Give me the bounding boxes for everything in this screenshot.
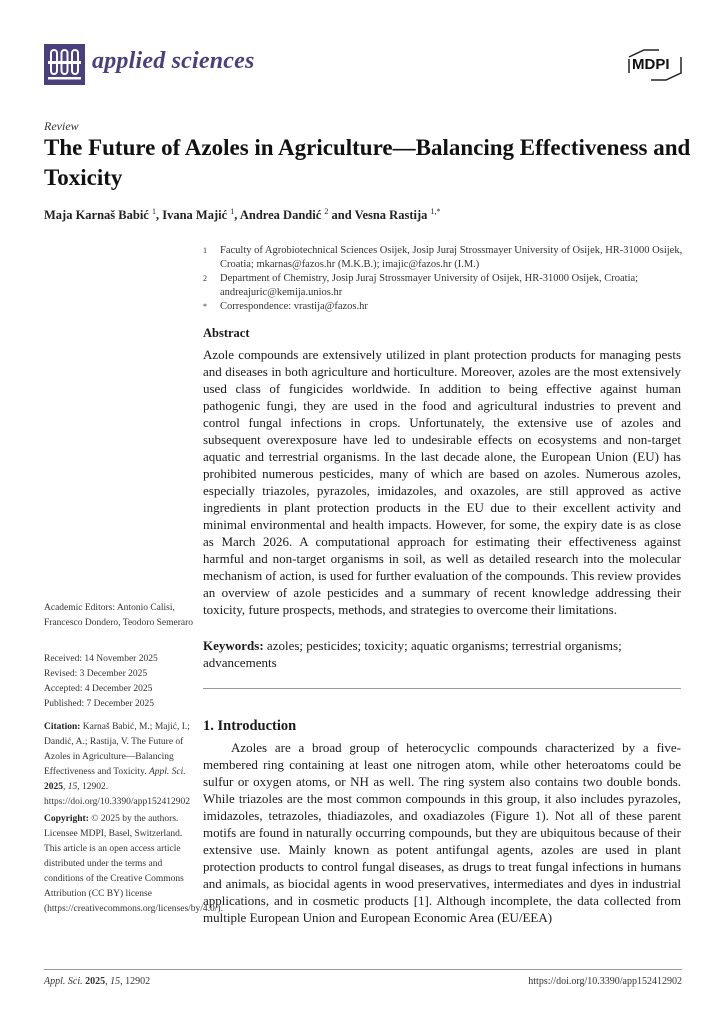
citation-volume: 15	[67, 782, 78, 792]
footer-year: 2025	[85, 976, 106, 987]
affiliation-mark: 2	[324, 207, 329, 216]
keywords-text: azoles; pesticides; toxicity; aquatic organisms; terrestrial organisms; advancements	[203, 638, 622, 670]
date-accepted: Accepted: 4 December 2025	[44, 684, 153, 694]
author-name[interactable]: Vesna Rastija	[354, 208, 428, 223]
footer-article-number: 12902	[125, 976, 151, 987]
affiliation-item	[203, 300, 693, 314]
academic-editors: Academic Editors: Antonio Calisi, Francesco Dondero, Teodoro Semeraro	[44, 603, 193, 628]
abstract-text: Azole compounds are extensively utilized in plant protection products for managing pests and diseases in both agriculture and horticulture. Moreover, azoles are the most extensively used class of fungicides worldwide. In addition to being effective against human pathogenic fungi, they are used in the food and agricultural industries to prevent and control fungal infections in crops. Unfortunately, the extensive use of azoles and subsequent overexposure have led to undesirable effects on ecosystems and non-target aquatic and terrestrial organisms. In the last decade alone, the European Union (EU) has prohibited numerous pesticides, many of which are based on azoles. Numerous azoles, especially triazoles, pyrazoles, imidazoles, and oxazoles, are still approved as active ingredients in plant protection products in the EU due to their excellent activity and minimal environmental and health impacts. However, for some, the expiry date is as close as March 2026. A computational approach for estimating their effectiveness against harmful and non-target organisms in soil, as well as detailed research into the molecular mechanism of action, is used for further evaluation of the compounds. This review provides an overview of azole pesticides and a summary of recent knowledge addressing their toxicity, future prospects, methods, and strategies to overcome their limitations.	[203, 347, 681, 617]
date-published: Published: 7 December 2025	[44, 699, 155, 709]
affiliation-item	[203, 272, 693, 300]
author-name[interactable]: Ivana Majić	[162, 208, 228, 223]
mdpi-logo	[626, 49, 684, 81]
citation: Citation: Karnaš Babić, M.; Majić, I.; Dandić, A.; Rastija, V. The Future of Azoles in Agriculture—Balancing Effectiveness and Toxicity. Appl. Sci. 2025, 15, 12902. https://doi.org/10.3390/app152412902	[44, 722, 191, 807]
copyright	[44, 812, 223, 917]
journal-logo-icon	[44, 44, 85, 85]
article-title: The Future of Azoles in Agriculture—Balancing Effectiveness and Toxicity	[44, 135, 691, 190]
footer-volume: 15	[110, 976, 121, 987]
affiliation-text: Faculty of Agrobiotechnical Sciences Osijek, Josip Juraj Strossmayer University of Osijek, HR-31000 Osijek, Croatia; mkarnas@fazos.hr (M.K.B.); imajic@fazos.hr (I.M.)	[220, 245, 683, 270]
affiliation-mark: 1,*	[430, 207, 441, 216]
citation-label: Citation:	[44, 722, 81, 732]
affiliations	[203, 244, 693, 314]
footer-journal: Appl. Sci.	[44, 976, 83, 987]
date-revised: Revised: 3 December 2025	[44, 669, 148, 679]
citation-text: Karnaš Babić, M.; Majić, I.; Dandić, A.; Rastija, V. The Future of Azoles in Agriculture—Balancing Effectiveness and Toxicity.	[44, 722, 190, 777]
affiliation-text: Department of Chemistry, Josip Juraj Strossmayer University of Osijek, HR-31000 Osijek, Croatia; andreajuric@kemija.unios.hr	[220, 273, 639, 298]
abstract-heading: Abstract	[203, 326, 250, 340]
introduction-text: Azoles are a broad group of heterocyclic compounds characterized by a five-membered ring containing at least one nitrogen atom, while other heteroatoms could be sulfur or oxygen atoms, or NH as well. The ring system also contains two double bonds. While triazoles are the most common compounds in this group, it also includes pyrazoles, imidazoles, tetrazoles, thiadiazoles, and oxadiazoles (Figure 1). Not all of these parent motifs are found in naturally occurring compounds, but they are ubiquitous because of their extensive use. Mainly known as potent antifungal agents, azoles are used in plant protection products to control fungal diseases, as drugs to treat fungal infections in humans and animals, as biocidal agents in wood preservatives, intermediates and dyes in industrial applications, and in cosmetic products [1]. Although incomplete, the data collected from multiple European Union and European Economic Area (EU/EEA)	[203, 740, 681, 925]
keywords	[203, 637, 681, 671]
correspondence-text: Correspondence: vrastija@fazos.hr	[220, 301, 368, 312]
citation-year: 2025	[44, 782, 63, 792]
citation-doi[interactable]: , 12902. https://doi.org/10.3390/app152412902	[44, 782, 191, 807]
affiliation-number: 1	[203, 246, 207, 255]
affiliation-mark: 1	[230, 207, 235, 216]
footer-divider	[44, 969, 682, 970]
author-list: Maja Karnaš Babić $^1$, Ivana Majić $^1$, Andrea Dandić $^2$ and Vesna Rastija $^{1,*}$	[44, 207, 441, 223]
citation-journal: Appl. Sci.	[148, 767, 186, 777]
journal-name: applied sciences	[92, 48, 255, 74]
author-name[interactable]: Andrea Dandić	[239, 208, 322, 223]
date-received: Received: 14 November 2025	[44, 654, 158, 664]
copyright-text: © 2025 by the authors. Licensee MDPI, Basel, Switzerland. This article is an open access article distributed under the terms and conditions of the Creative Commons Attribution (CC BY) license (https://creativecommons.org/licenses/by/4.0/).	[44, 814, 223, 914]
article-type: Review	[44, 119, 79, 133]
footer-doi-link[interactable]: https://doi.org/10.3390/app152412902	[528, 976, 682, 987]
correspondence-mark: *	[203, 302, 207, 311]
footer-citation: Appl. Sci. 2025, 15, 12902	[44, 976, 151, 987]
copyright-label: Copyright:	[44, 814, 89, 824]
affiliation-number: 2	[203, 274, 207, 283]
publication-dates	[44, 652, 194, 712]
keywords-label: Keywords:	[203, 638, 264, 653]
affiliation-item	[203, 244, 693, 272]
section-heading-introduction: 1. Introduction	[203, 718, 297, 734]
author-name[interactable]: Maja Karnaš Babić	[44, 208, 149, 223]
affiliation-mark: 1	[151, 207, 156, 216]
mdpi-logo-text: MDPI	[632, 56, 670, 73]
section-divider	[203, 688, 681, 689]
